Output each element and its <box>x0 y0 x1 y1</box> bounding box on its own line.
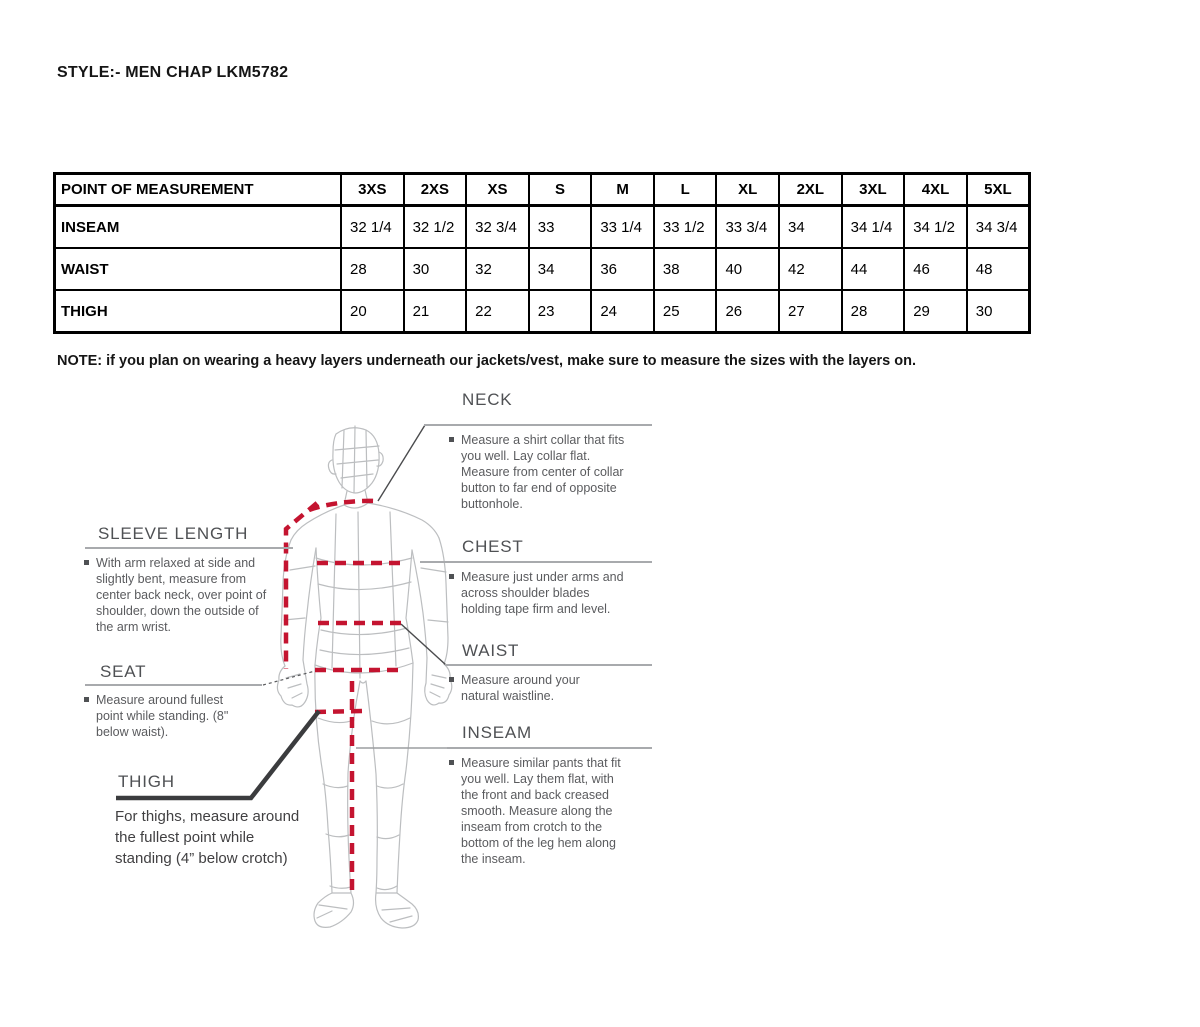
size-value-cell: 32 1/2 <box>404 206 467 249</box>
size-value-cell: 27 <box>779 290 842 333</box>
size-column-header: 3XS <box>341 174 404 206</box>
seat-description: Measure around fullest point while standing. (8" below waist). <box>84 692 242 740</box>
size-value-cell: 44 <box>842 248 905 290</box>
neck-underline <box>424 424 652 426</box>
size-chart-table-container <box>53 172 1031 334</box>
chest-description: Measure just under arms and across shoulder blades holding tape firm and level. <box>449 569 625 617</box>
size-value-cell: 28 <box>842 290 905 333</box>
neck-label: NECK <box>462 390 513 409</box>
seat-label: SEAT <box>100 662 147 681</box>
size-value-cell: 48 <box>967 248 1030 290</box>
size-value-cell: 23 <box>529 290 592 333</box>
note-text: NOTE: if you plan on wearing a heavy layers underneath our jackets/vest, make sure to measure the sizes with the layers on. <box>57 353 917 369</box>
sleeve-length-label: SLEEVE LENGTH <box>98 524 249 543</box>
size-value-cell: 40 <box>716 248 779 290</box>
size-value-cell: 42 <box>779 248 842 290</box>
square-bullet-icon <box>449 760 454 765</box>
row-label: WAIST <box>55 248 342 290</box>
size-value-cell: 46 <box>904 248 967 290</box>
sleeve-length-description: With arm relaxed at side and slightly bent, measure from center back neck, over point of shoulder, down the outside of the arm wrist. <box>84 555 276 635</box>
waist-description: Measure around your natural waistline. <box>449 672 609 704</box>
table-row <box>55 290 1030 333</box>
size-value-cell: 34 1/2 <box>904 206 967 249</box>
size-column-header: 2XL <box>779 174 842 206</box>
size-value-cell: 33 3/4 <box>716 206 779 249</box>
size-column-header: 5XL <box>967 174 1030 206</box>
thigh-description: For thighs, measure around the fullest point while standing (4” below crotch) <box>115 808 300 867</box>
size-value-cell: 32 3/4 <box>466 206 529 249</box>
size-value-cell: 30 <box>404 248 467 290</box>
chest-label: CHEST <box>462 537 524 556</box>
measurement-column-header: POINT OF MEASUREMENT <box>55 174 342 206</box>
size-column-header: M <box>591 174 654 206</box>
size-value-cell: 33 1/4 <box>591 206 654 249</box>
size-value-cell: 33 1/2 <box>654 206 717 249</box>
size-column-header: 2XS <box>404 174 467 206</box>
size-value-cell: 24 <box>591 290 654 333</box>
size-value-cell: 26 <box>716 290 779 333</box>
size-column-header: S <box>529 174 592 206</box>
sleeve-length-underline <box>85 547 293 549</box>
size-value-cell: 25 <box>654 290 717 333</box>
size-value-cell: 38 <box>654 248 717 290</box>
size-value-cell: 20 <box>341 290 404 333</box>
size-value-cell: 33 <box>529 206 592 249</box>
measurement-diagram <box>60 388 660 936</box>
table-row <box>55 206 1030 249</box>
size-value-cell: 32 <box>466 248 529 290</box>
inseam-underline <box>447 747 652 749</box>
size-value-cell: 36 <box>591 248 654 290</box>
neck-description: Measure a shirt collar that fits you well. Lay collar flat. Measure from center of collar button to far end of opposite buttonhole. <box>449 432 631 512</box>
size-value-cell: 34 <box>779 206 842 249</box>
size-value-cell: 30 <box>967 290 1030 333</box>
sleeve-measure-line <box>286 503 317 669</box>
size-value-cell: 34 1/4 <box>842 206 905 249</box>
chest-underline <box>420 561 652 563</box>
size-chart-table <box>53 172 1031 334</box>
size-value-cell: 34 <box>529 248 592 290</box>
size-value-cell: 34 3/4 <box>967 206 1030 249</box>
square-bullet-icon <box>449 574 454 579</box>
waist-label: WAIST <box>462 641 520 660</box>
row-label: THIGH <box>55 290 342 333</box>
thigh-label: THIGH <box>118 772 175 791</box>
square-bullet-icon <box>449 437 454 442</box>
size-value-cell: 22 <box>466 290 529 333</box>
size-column-header: L <box>654 174 717 206</box>
size-value-cell: 32 1/4 <box>341 206 404 249</box>
inseam-label: INSEAM <box>462 723 532 742</box>
size-value-cell: 21 <box>404 290 467 333</box>
seat-underline <box>85 684 262 686</box>
size-value-cell: 28 <box>341 248 404 290</box>
waist-underline <box>445 664 652 666</box>
waist-callout-line <box>401 624 446 665</box>
table-header-row <box>55 174 1030 206</box>
row-label: INSEAM <box>55 206 342 249</box>
neck-callout-line <box>378 425 425 501</box>
size-column-header: 4XL <box>904 174 967 206</box>
size-column-header: 3XL <box>842 174 905 206</box>
square-bullet-icon <box>84 697 89 702</box>
square-bullet-icon <box>449 677 454 682</box>
table-row <box>55 248 1030 290</box>
size-column-header: XL <box>716 174 779 206</box>
size-column-header: XS <box>466 174 529 206</box>
thigh-measure-line <box>315 711 364 712</box>
square-bullet-icon <box>84 560 89 565</box>
inseam-description: Measure similar pants that fit you well. Lay them flat, with the front and back creased smooth. Measure along the inseam from crotch to the bottom of the leg hem along the inseam. <box>449 755 629 867</box>
page-title: STYLE:- MEN CHAP LKM5782 <box>57 64 289 81</box>
size-value-cell: 29 <box>904 290 967 333</box>
